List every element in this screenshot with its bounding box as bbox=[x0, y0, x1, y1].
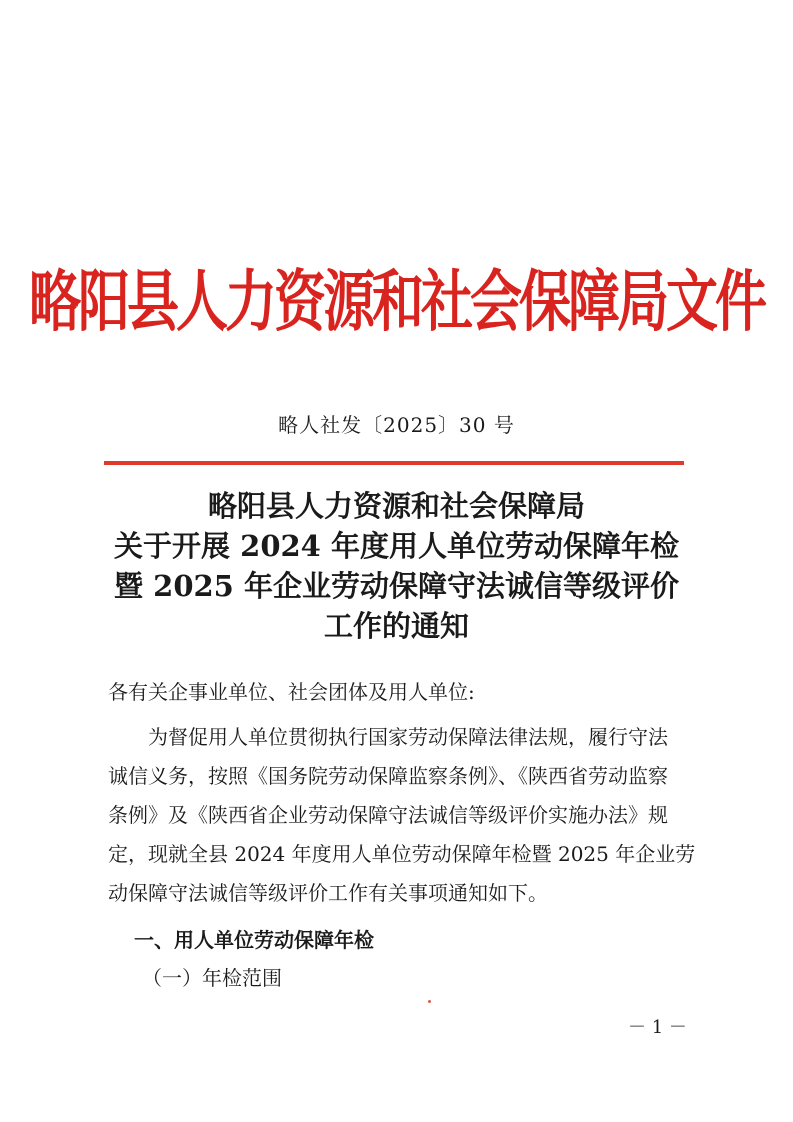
body-line-1: 为督促用人单位贯彻执行国家劳动保障法律法规，履行守法 bbox=[148, 725, 668, 749]
page-number: － 1 － bbox=[628, 1017, 687, 1038]
salutation: 各有关企事业单位、社会团体及用人单位: bbox=[108, 680, 475, 704]
title-line-3: 暨 2025 年企业劳动保障守法诚信等级评价 bbox=[114, 569, 679, 603]
red-separator-line bbox=[104, 461, 684, 465]
document-number: 略人社发〔2025〕30 号 bbox=[278, 413, 515, 437]
masthead-title: 略阳县人力资源和社会保障局文件 bbox=[28, 263, 764, 342]
body-paragraph bbox=[108, 718, 696, 913]
notice-title bbox=[0, 486, 793, 646]
body-line-2: 诚信义务，按照《国务院劳动保障监察条例》、《陕西省劳动监察 bbox=[108, 764, 668, 788]
body-line-4: 定，现就全县 2024 年度用人单位劳动保障年检暨 2025 年企业劳 bbox=[108, 842, 696, 866]
ink-speck bbox=[428, 1000, 431, 1003]
title-line-2: 关于开展 2024 年度用人单位劳动保障年检 bbox=[114, 529, 679, 563]
section-heading-1: 一、用人单位劳动保障年检 bbox=[134, 928, 374, 952]
subsection-heading-1: （一）年检范围 bbox=[142, 966, 282, 990]
title-line-4: 工作的通知 bbox=[323, 609, 469, 643]
title-line-1: 略阳县人力资源和社会保障局 bbox=[207, 489, 585, 523]
body-line-5: 动保障守法诚信等级评价工作有关事项通知如下。 bbox=[108, 881, 548, 905]
body-line-3: 条例》及《陕西省企业劳动保障守法诚信等级评价实施办法》规 bbox=[108, 803, 668, 827]
